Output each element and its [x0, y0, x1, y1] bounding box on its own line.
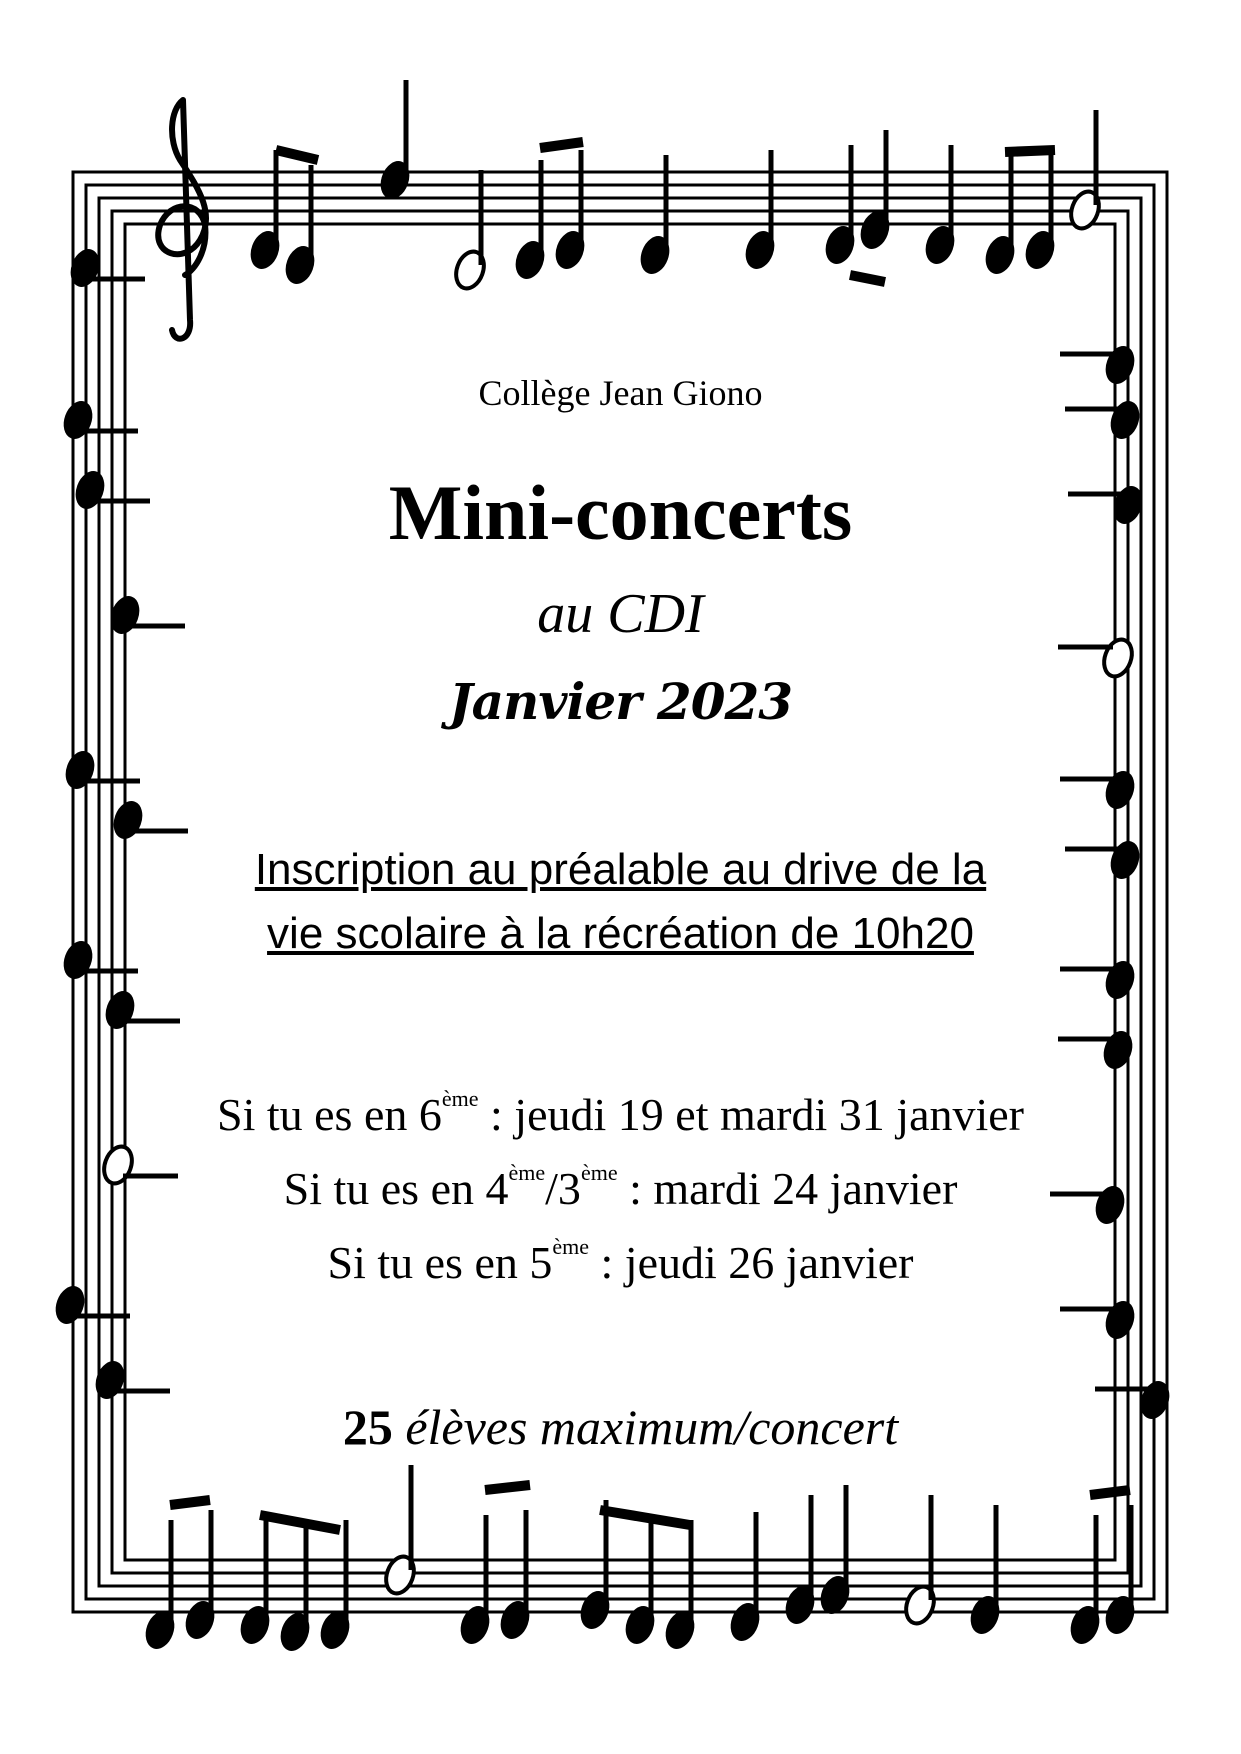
treble-clef-icon [158, 100, 206, 339]
quarter-note-icon [576, 1500, 613, 1632]
beamed-notes-icon [540, 142, 583, 148]
beamed-notes-icon [170, 1500, 210, 1505]
quarter-note-icon [921, 145, 958, 267]
beamed-notes-icon [1005, 150, 1055, 152]
quarter-note-icon [816, 1485, 853, 1617]
registration-notice [130, 838, 1111, 966]
quarter-note-icon [821, 145, 858, 267]
poster-subtitle: au CDI [537, 583, 704, 645]
beamed-notes-icon [485, 1485, 530, 1490]
school-name: Collège Jean Giono [478, 373, 763, 413]
beamed-notes-icon [276, 150, 318, 160]
beamed-notes-icon [600, 1510, 690, 1525]
quarter-note-icon [281, 165, 318, 287]
quarter-note-icon [276, 1522, 313, 1654]
quarter-note-icon [91, 1358, 170, 1403]
quarter-note-icon [1101, 1505, 1138, 1637]
beamed-notes-icon [260, 1515, 340, 1530]
quarter-note-icon [966, 1505, 1003, 1637]
quarter-note-icon [456, 1515, 493, 1647]
quarter-note-icon [236, 1515, 273, 1647]
quarter-note-icon [496, 1510, 533, 1642]
schedule-line-5eme: Si tu es en 5ème : jeudi 26 janvier [327, 1234, 914, 1288]
quarter-note-icon [621, 1515, 658, 1647]
notice-line-2: vie scolaire à la récréation de 10h20 [267, 909, 974, 958]
schedule-line-4eme-3eme: Si tu es en 4ème/3ème : mardi 24 janvier [283, 1160, 958, 1214]
quarter-note-icon [381, 1465, 418, 1597]
poster-title: Mini-concerts [388, 469, 853, 556]
quarter-note-icon [451, 170, 488, 292]
quarter-note-icon [511, 160, 548, 282]
quarter-note-icon [726, 1512, 763, 1644]
quarter-note-icon [66, 246, 145, 291]
capacity-note: 25 élèves maximum/concert [342, 1399, 899, 1455]
quarter-note-icon [1058, 1028, 1137, 1073]
notice-line-1: Inscription au préalable au drive de la [254, 845, 987, 894]
quarter-note-icon [1066, 1515, 1103, 1647]
quarter-note-icon [181, 1510, 218, 1642]
event-month: Janvier 2023 [448, 672, 793, 731]
beamed-notes-icon [850, 275, 885, 282]
schedule-line-6eme: Si tu es en 6ème : jeudi 19 et mardi 31 janvier [216, 1086, 1024, 1140]
quarter-note-icon [109, 798, 188, 843]
beamed-notes-icon [1090, 1490, 1130, 1495]
quarter-note-icon [856, 130, 893, 252]
quarter-note-icon [51, 1283, 130, 1328]
